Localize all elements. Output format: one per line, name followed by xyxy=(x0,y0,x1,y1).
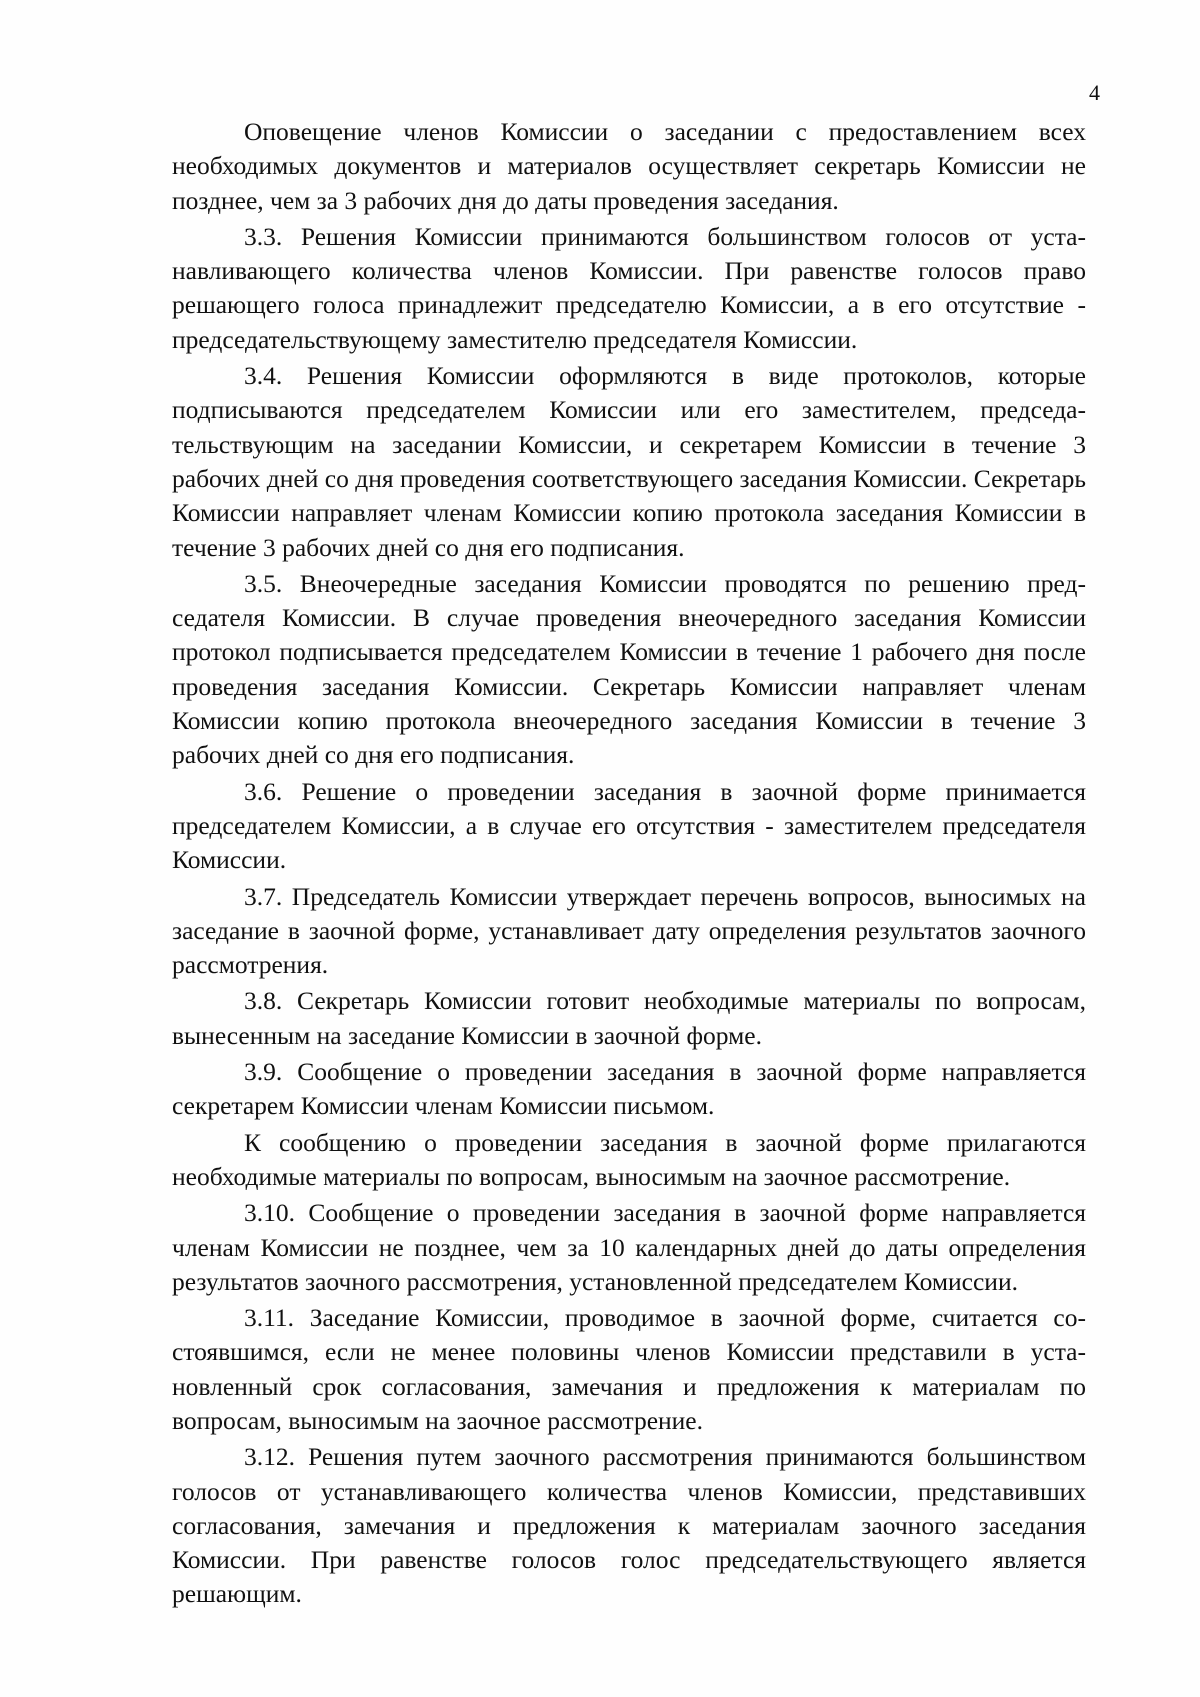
paragraph-3-10: 3.10. Сообщение о проведении заседания в заочной форме направляется членам Комиссии не позднее, чем за 10 календарных дней до даты определения результатов заочного рассмотрения, установленной председателем Комиссии. xyxy=(172,1198,1086,1296)
paragraph-3-4: 3.4. Решения Комиссии оформляются в виде протоколов, которые подписываются председателем Комиссии или его заместителем, председательствующим на заседании Комиссии, и секретарем Комиссии в течение 3 рабочих дней со дня проведения соответствующего заседания Комиссии. Секретарь Комиссии направляет членам Комиссии копию протокола заседания Комиссии в течение 3 рабочих дней со дня его подписания. xyxy=(172,361,1086,562)
paragraph-3-12: 3.12. Решения путем заочного рассмотрения принимаются большинством голосов от устанавливающего количества членов Комиссии, представивших согласования, замечания и предложения к материалам заочного заседания Комиссии. При равенстве голосов голос председательствующего является решающим. xyxy=(172,1442,1086,1609)
paragraph-3-9: 3.9. Сообщение о проведении заседания в заочной форме направляется секретарем Комиссии членам Комиссии письмом. xyxy=(172,1057,1086,1121)
document-body xyxy=(172,115,1086,1614)
paragraph-3-3: 3.3. Решения Комиссии принимаются большинством голосов от устанавливающего количества членов Комиссии. При равенстве голосов право решающего голоса принадлежит председателю Комиссии, а в его отсутствие - председательствующему заместителю председателя Комиссии. xyxy=(172,221,1086,354)
paragraph-notification: Оповещение членов Комиссии о заседании с предоставлением всех необходимых документов и материалов осуществляет секретарь Комиссии не позднее, чем за 3 рабочих дня до даты проведения заседания. xyxy=(172,117,1086,215)
page-number: 4 xyxy=(1089,80,1100,105)
paragraph-3-11: 3.11. Заседание Комиссии, проводимое в заочной форме, считается состоявшимся, если не менее половины членов Комиссии представили в установленный срок согласования, замечания и предложения к материалам по вопросам, выносимым на заочное рассмотрение. xyxy=(172,1303,1086,1435)
paragraph-3-7: 3.7. Председатель Комиссии утверждает перечень вопросов, выносимых на заседание в заочной форме, устанавливает дату определения результатов заочного рассмотрения. xyxy=(172,881,1086,980)
paragraph-3-5: 3.5. Внеочередные заседания Комиссии проводятся по решению председателя Комиссии. В случае проведения внеочередного заседания Комиссии протокол подписывается председателем Комиссии в течение 1 рабочего дня после проведения заседания Комиссии. Секретарь Комиссии направляет членам Комиссии копию протокола внеочередного заседания Комиссии в течение 3 рабочих дней со дня его подписания. xyxy=(172,568,1086,770)
paragraph-attachment: К сообщению о проведении заседания в заочной форме прилагаются необходимые материалы по вопросам, выносимым на заочное рассмотрение. xyxy=(172,1127,1086,1191)
paragraph-3-8: 3.8. Секретарь Комиссии готовит необходимые материалы по вопросам, вынесенным на заседание Комиссии в заочной форме. xyxy=(172,986,1086,1050)
paragraph-3-6: 3.6. Решение о проведении заседания в заочной форме принимается председателем Комиссии, а в случае его отсутствия - заместителем председателя Комиссии. xyxy=(172,776,1086,875)
